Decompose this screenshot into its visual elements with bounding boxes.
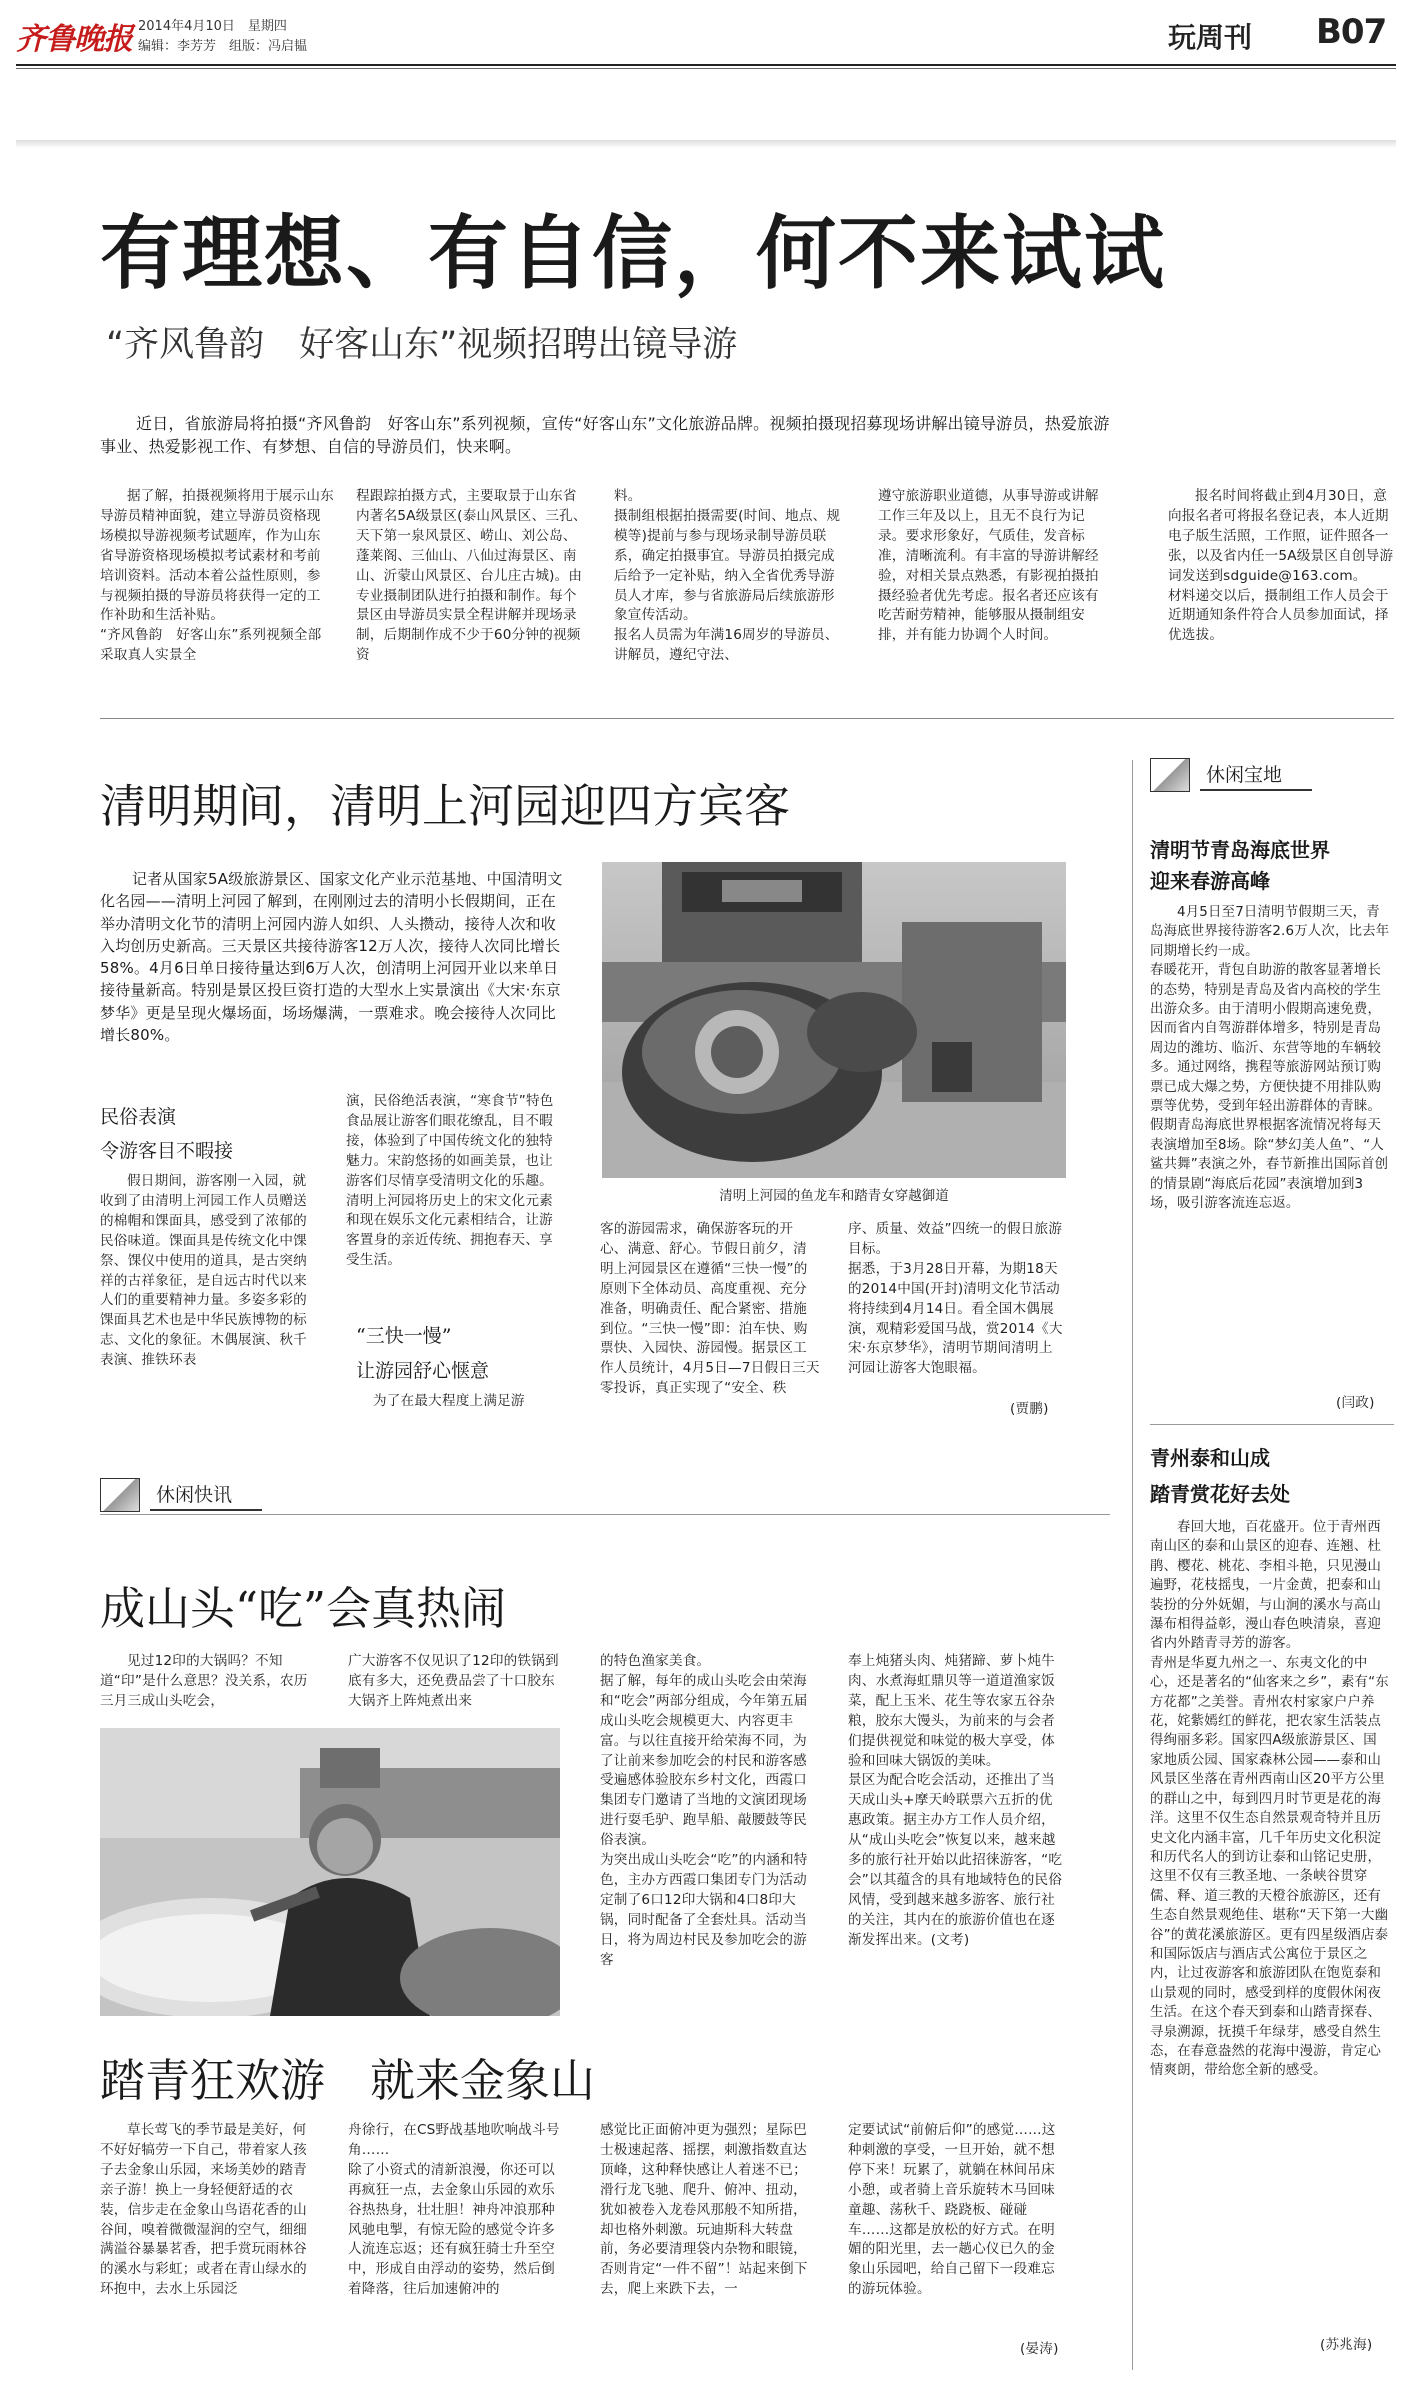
- chengshantou-headline: 成山头“吃”会真热闹: [100, 1582, 507, 1635]
- top-shade-band: [16, 140, 1396, 148]
- qingming-photo-caption: 清明上河园的鱼龙车和踏青女穿越御道: [719, 1188, 949, 1204]
- newspaper-logo: 齐鲁晚报: [16, 22, 132, 57]
- xiuxian-baodi-tag: [1150, 758, 1312, 792]
- qingdao-title-line2: 迎来春游高峰: [1150, 869, 1270, 893]
- jinxiangshan-author: (晏涛): [1020, 2341, 1059, 2357]
- qingdao-author: (闫政): [1336, 1395, 1375, 1411]
- chengshantou-column-4: 奉上炖猪头肉、炖猪蹄、萝卜炖牛肉、水煮海虹鼎贝等一道道渔家饭菜，配上玉米、花生等农家五谷杂粮，胶东大馒头，为前来的与会者们提供视觉和味觉的极大享受，体验和回味大锅饭的美味。 景区为配合吃会活动，还推出了当天成山头+摩天岭联票六五折的优惠政策。据主办方工作人员介绍，从“成山头吃会”恢复以来，越来越多的旅行社开始以此招徕游客，“吃会”以其蕴含的具有地域特色的民俗风情，受到越来越多游客、旅行社的关注，其内在的旅游价值也在逐渐发挥出来。(文考): [848, 1653, 1063, 1948]
- masthead-rule-thin: [16, 68, 1396, 69]
- qingming-sub2-title: “三快一慢”: [356, 1325, 452, 1347]
- jinxiangshan-column-2: 舟徐行，在CS野战基地吹响战斗号角…… 除了小资式的清新浪漫，你还可以再疯狂一点，去金象山乐园的欢乐谷热热身，壮壮胆！神舟冲浪那种风驰电掣，有惊无险的感觉令许多人流连忘返；还有疯狂骑士升至空中，形成自由浮动的姿势，然后倒着降落，往后加速俯冲的: [348, 2122, 560, 2298]
- issue-date: 2014年4月10日 星期四: [138, 19, 287, 34]
- cooking-photo-illustration: [100, 1728, 560, 2016]
- qingming-column-3: 客的游园需求，确保游客玩的开心、满意、舒心。节假日前夕，清明上河园景区在遵循“三快一慢”的原则下全体动员、高度重视、充分准备，明确责任、配合紧密、措施到位。“三快一慢”即：泊车快、购票快、入园快、游园慢。据景区工作人员统计，4月5日—7日假日三天零投诉，真正实现了“安全、秩: [600, 1221, 820, 1397]
- sidebar-rule: [1150, 1424, 1394, 1425]
- qingzhou-title-line1: 青州泰和山成: [1150, 1446, 1270, 1470]
- qingming-column-2a: 演，民俗绝活表演，“寒食节”特色食品展让游客们眼花缭乱，目不暇接，体验到了中国传统文化的独特魅力。宋韵悠扬的如画美景，也让游客们尽情享受清明文化的乐趣。清明上河园将历史上的宋文化元素和现在娱乐文化元素相结合，让游客置身的亲近传统、拥抱春天、享受生活。: [346, 1093, 554, 1269]
- qingdao-body: 4月5日至7日清明节假期三天，青岛海底世界接待游客2.6万人次，比去年同期增长约一成。 春暖花开，背包自助游的散客显著增长的态势，特别是青岛及省内高校的学生出游众多。由于清明小假期高速免费，因而省内自驾游群体增多，特别是青岛周边的潍坊、临沂、东营等地的车辆较多。通过网络，携程等旅游网站预订购票已成大爆之势，方便快捷不用排队购票等优势，受到年轻出游群体的青睐。 假期青岛海底世界根据客流情况将每天表演增加至8场。除“梦幻美人鱼”、“人鲨共舞”表演之外，春节新推出国际首创的情景剧“海底后花园”表演增加到3场，吸引游客流连忘返。: [1150, 905, 1390, 1212]
- lead-column-1: 据了解，拍摄视频将用于展示山东导游员精神面貌，建立导游员资格现场模拟导游视频考试题库，作为山东省导游资格现场模拟考试素材和考前培训资料。活动本着公益性原则，参与视频拍摄的导游员将获得一定的工作补助和生活补贴。 “齐风鲁韵 好客山东”系列视频全部采取真人实景全: [100, 488, 334, 664]
- lead-subheadline: “齐风鲁韵 好客山东”视频招聘出镜导游: [106, 325, 738, 365]
- section-name: 玩周刊: [1168, 21, 1253, 54]
- qingming-column-2b: 为了在最大程度上满足游: [373, 1393, 525, 1409]
- qingming-parade-photo: [602, 862, 1066, 1178]
- qingzhou-body: 春回大地，百花盛开。位于青州西南山区的泰和山景区的迎春、连翘、杜鹃、樱花、桃花、李相斗艳，只见漫山遍野，花枝摇曳，一片金黄，把泰和山装扮的分外妩媚，与山涧的溪水与高山瀑布相得益彰，漫山春色映清泉，喜迎省内外踏青寻芳的游客。 青州是华夏九州之一、东夷文化的中心，还是著名的“仙客来之乡”，素有“东方花都”之美誉。青州农村家家户户养花，姹紫嫣红的鲜花，把农家生活装点得绚丽多彩。国家四A级旅游景区、国家地质公园、国家森林公园——泰和山风景区坐落在青州西南山区20平方公里的群山之中，每到四月时节更是花的海洋。这里不仅生态自然景观奇特并且历史文化内涵丰富，几千年历史文化积淀和历代名人的到访让泰和山铭记史册，这里不仅有三教圣地、一条峡谷贯穿儒、释、道三教的天橙谷旅游区，还有生态自然景观绝佳、堪称“天下第一大幽谷”的黄花溪旅游区。更有四星级酒店泰和国际饭店与酒店式公寓位于景区之内，让过夜游客和旅游团队在饱览泰和山景观的同时，感受到样的度假休闲夜生活。在这个春天到泰和山踏青探春、寻泉溯源，抚摸千年绿芽，感受自然生态，在春意盎然的花海中漫游，肯定心情爽朗，带给您全新的感受。: [1150, 1520, 1389, 2079]
- lead-column-3: 料。 摄制组根据拍摄需要(时间、地点、规模等)提前与参与现场录制导游员联系，确定拍摄事宜。导游员拍摄完成后给予一定补贴，纳入全省优秀导游员人才库，参与省旅游局后续旅游形象宣传活动。 报名人员需为年满16周岁的导游员、讲解员，遵纪守法、: [614, 488, 841, 664]
- xiuxian-kuaixun-tag: [100, 1478, 262, 1512]
- qingzhou-author: (苏兆海): [1320, 2337, 1373, 2353]
- lead-intro: 近日，省旅游局将拍摄“齐风鲁韵 好客山东”系列视频，宣传“好客山东”文化旅游品牌。视频拍摄现招募现场讲解出镜导游员，热爱旅游事业、热爱影视工作、有梦想、自信的导游员们，快来啊。: [100, 414, 1110, 456]
- chengshantou-column-1: 见过12印的大锅吗？不知道“印”是什么意思？没关系，农历三月三成山头吃会，: [100, 1653, 308, 1709]
- jinxiangshan-column-3: 感觉比正面俯冲更为强烈；星际巴士极速起落、摇摆，刺激指数直达顶峰，这种释快感让人着迷不已；滑行龙飞驰、爬升、俯冲、扭动，犹如被卷入龙卷风那般不知所措，却也格外刺激。玩迪斯科大转盘前，务必要清理袋内杂物和眼镜，否则肯定“一件不留”！站起来倒下去，爬上来跌下去，一: [600, 2122, 808, 2298]
- chengshantou-column-3: 的特色渔家美食。 据了解，每年的成山头吃会由荣海和“吃会”两部分组成，今年第五届成山头吃会规模更大、内容更丰富。与以往直接开给荣海不同，为了让前来参加吃会的村民和游客感受遍感体验胶东乡村文化，西霞口集团专门邀请了当地的文演团现场进行耍毛驴、跑旱船、敲腰鼓等民俗表演。 为突出成山头吃会“吃”的内涵和特色，主办方西霞口集团专门为活动定制了6口12印大锅和4口8印大锅，同时配备了全套灶具。活动当日，将为周边村民及参加吃会的游客: [600, 1653, 808, 1968]
- editor-line: 编辑：李芳芳 组版：冯启韫: [138, 39, 308, 54]
- lead-column-4: 遵守旅游职业道德，从事导游或讲解工作三年及以上，且无不良行为记录。要求形象好，气质佳，发音标准，清晰流利。有丰富的导游讲解经验，对相关景点熟悉，有影视拍摄拍摄经验者优先考虑。报名者还应该有吃苦耐劳精神，能够服从摄制组安排，并有能力协调个人时间。: [878, 488, 1099, 644]
- qingming-headline: 清明期间，清明上河园迎四方宾客: [100, 779, 790, 833]
- cooking-woman-photo: [100, 1728, 560, 2016]
- lead-headline: 有理想、有自信，何不来试试: [100, 206, 1166, 300]
- corner-arrow-icon: [100, 1478, 140, 1512]
- jinxiangshan-headline: 踏青狂欢游 就来金象山: [100, 2054, 596, 2107]
- qingming-sub1-subtitle: 令游客目不暇接: [100, 1140, 234, 1162]
- qingming-author: (贾鹏): [1010, 1401, 1049, 1417]
- jinxiangshan-column-4: 定要试试“前俯后仰”的感觉……这种刺激的享受，一旦开始，就不想停下来！玩累了，就躺在林间吊床小憩，或者骑上音乐旋转木马回味童趣、荡秋千、跷跷板、碰碰车……这都是放松的好方式。在明媚的阳光里，去一趟心仪已久的金象山乐园吧，给自己留下一段难忘的游玩体验。: [848, 2122, 1056, 2298]
- qingdao-title-line1: 清明节青岛海底世界: [1150, 838, 1330, 862]
- qingming-sub2-subtitle: 让游园舒心惬意: [356, 1360, 490, 1382]
- parade-photo-illustration: [602, 862, 1066, 1178]
- chengshantou-column-2: 广大游客不仅见识了12印的铁锅到底有多大，还免费品尝了十口胶东大锅齐上阵炖煮出来: [348, 1653, 559, 1709]
- qingming-intro: 记者从国家5A级旅游景区、国家文化产业示范基地、中国清明文化名园——清明上河园了解到，在刚刚过去的清明小长假期间，正在举办清明文化节的清明上河园内游人如织、人头攒动，接待人次和收入均创历史新高。三天景区共接待游客12万人次，接待人次同比增长58%。4月6日单日接待量达到6万人次，创清明上河园开业以来单日接待量新高。特别是景区投巨资打造的大型水上实景演出《大宋·东京梦华》更是呈现火爆场面，场场爆满，一票难求。晚会接待人次同比增长80%。: [100, 870, 563, 1045]
- qingzhou-title-line2: 踏青赏花好去处: [1150, 1482, 1290, 1506]
- sidebar-divider: [1132, 760, 1133, 2370]
- jinxiangshan-column-1: 草长莺飞的季节最是美好，何不好好犒劳一下自己，带着家人孩子去金象山乐园，来场美妙的踏青亲子游！换上一身轻便舒适的衣装，信步走在金象山鸟语花香的山谷间，嗅着微微湿润的空气，细细满溢谷暴暴茗香，把手赏玩雨林谷的溪水与彩虹；或者在青山绿水的环抱中，去水上乐园泛: [100, 2122, 307, 2298]
- qingming-column-1: 假日期间，游客刚一入园，就收到了由清明上河园工作人员赠送的棉帽和馃面具，感受到了浓郁的民俗味道。馃面具是传统文化中馃祭、馃仪中使用的道具，是古突纳祥的古祥象征，是自远古时代以来人们的重要精神力量。多姿多彩的馃面具艺术也是中华民族博物的标志、文化的象征。木偶展演、秋千表演、推铁环表: [100, 1173, 307, 1369]
- tag-label: 休闲宝地: [1200, 760, 1312, 791]
- kuaixun-rule: [100, 1514, 1110, 1515]
- lead-column-5: 报名时间将截止到4月30日，意向报名者可将报名登记表，本人近期电子版生活照，工作照，证件照各一张，以及省内任一5A级景区自创导游词发送到sdguide@163.com。 材料递交以后，摄制组工作人员会于近期通知条件符合人员参加面试，择优选拔。: [1168, 488, 1394, 644]
- qingming-sub1-title: 民俗表演: [100, 1106, 177, 1128]
- qingming-column-4: 序、质量、效益”四统一的假日旅游目标。 据悉，于3月28日开幕，为期18天的2014中国(开封)清明文化节活动将持续到4月14日。看全国木偶展演，观精彩爱国马战，赏2014《大宋·东京梦华》，清明节期间清明上河园让游客大饱眼福。: [848, 1221, 1063, 1377]
- masthead-rule: [16, 64, 1396, 66]
- lead-column-2: 程跟踪拍摄方式，主要取景于山东省内著名5A级景区(泰山风景区、三孔、天下第一泉风景区、崂山、刘公岛、蓬莱阁、三仙山、八仙过海景区、南山、沂蒙山风景区、台儿庄古城)。由专业摄制团队进行拍摄和制作。每个景区由导游员实景全程讲解并现场录制，后期制作成不少于60分钟的视频资: [356, 488, 587, 664]
- corner-arrow-icon: [1150, 758, 1190, 792]
- lead-bottom-rule: [100, 718, 1394, 719]
- page-number: B07: [1316, 12, 1387, 52]
- tag-label: 休闲快讯: [150, 1480, 262, 1511]
